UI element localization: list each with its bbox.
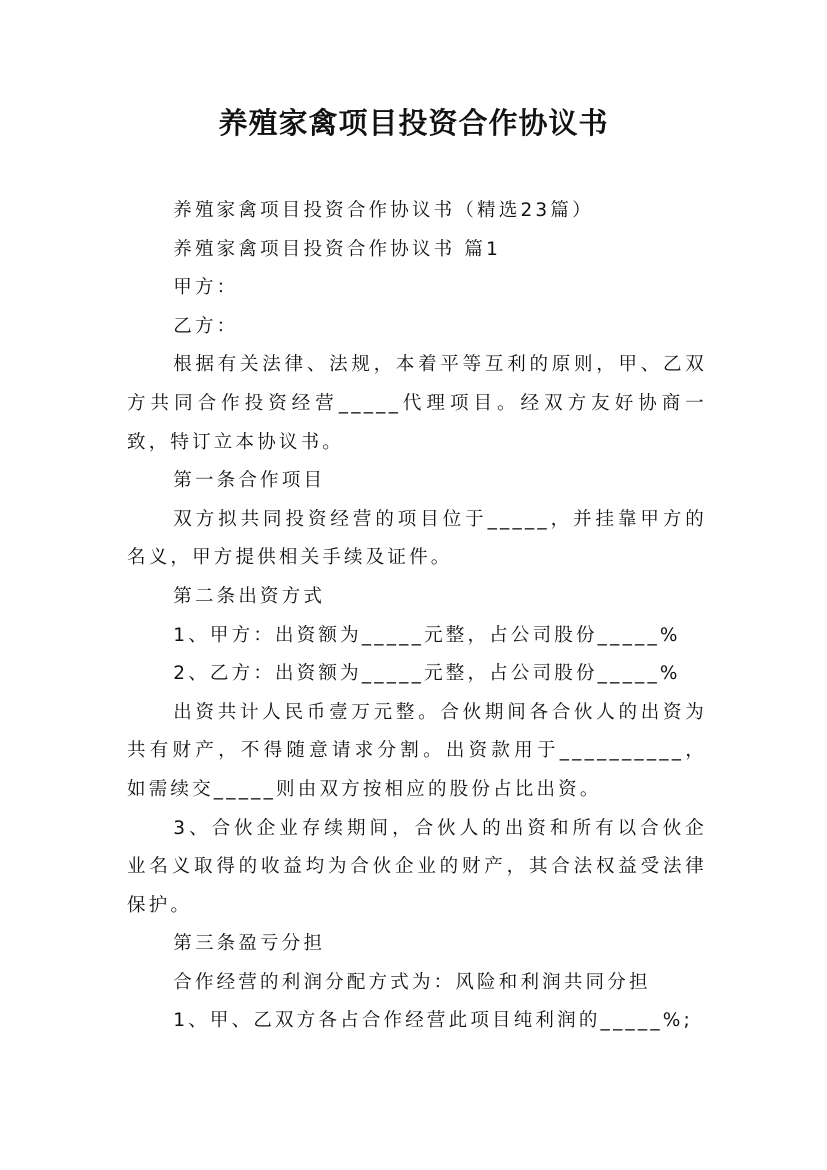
clause-line: 1、甲方：出资额为_____元整，占公司股份_____%: [173, 624, 681, 646]
article-paragraph: 3、合伙企业存续期间，合伙人的出资和所有以合伙企业名义取得的收益均为合伙企业的财产，其合法权益受法律保护。: [127, 817, 707, 916]
article-paragraph: 双方拟共同投资经营的项目位于_____，并挂靠甲方的名义，甲方提供相关手续及证件。: [127, 508, 707, 569]
article-heading: 第二条出资方式: [173, 585, 326, 607]
party-a-line: 甲方：: [173, 277, 239, 299]
clause-line: 1、甲、乙双方各占合作经营此项目纯利润的_____%;: [173, 1010, 693, 1032]
document-body: [127, 192, 707, 1041]
article-paragraph: 合作经营的利润分配方式为：风险和利润共同分担: [173, 971, 651, 993]
article-heading: 第一条合作项目: [173, 470, 326, 492]
document-subtitle: 养殖家禽项目投资合作协议书（精选23篇）: [173, 200, 594, 221]
section-heading: 养殖家禽项目投资合作协议书 篇1: [173, 238, 502, 260]
article-paragraph: 出资共计人民币壹万元整。合伙期间各合伙人的出资为共有财产，不得随意请求分割。出资款用于__________，如需续交_____则由双方按相应的股份占比出资。: [127, 701, 707, 800]
clause-line: 2、乙方：出资额为_____元整，占公司股份_____%: [173, 663, 681, 685]
article-heading: 第三条盈亏分担: [173, 933, 326, 955]
preamble-paragraph: 根据有关法律、法规，本着平等互利的原则，甲、乙双方共同合作投资经营_____代理项目。经双方友好协商一致，特订立本协议书。: [127, 354, 707, 453]
document-title: 养殖家禽项目投资合作协议书: [218, 106, 609, 140]
party-b-line: 乙方：: [173, 315, 239, 337]
